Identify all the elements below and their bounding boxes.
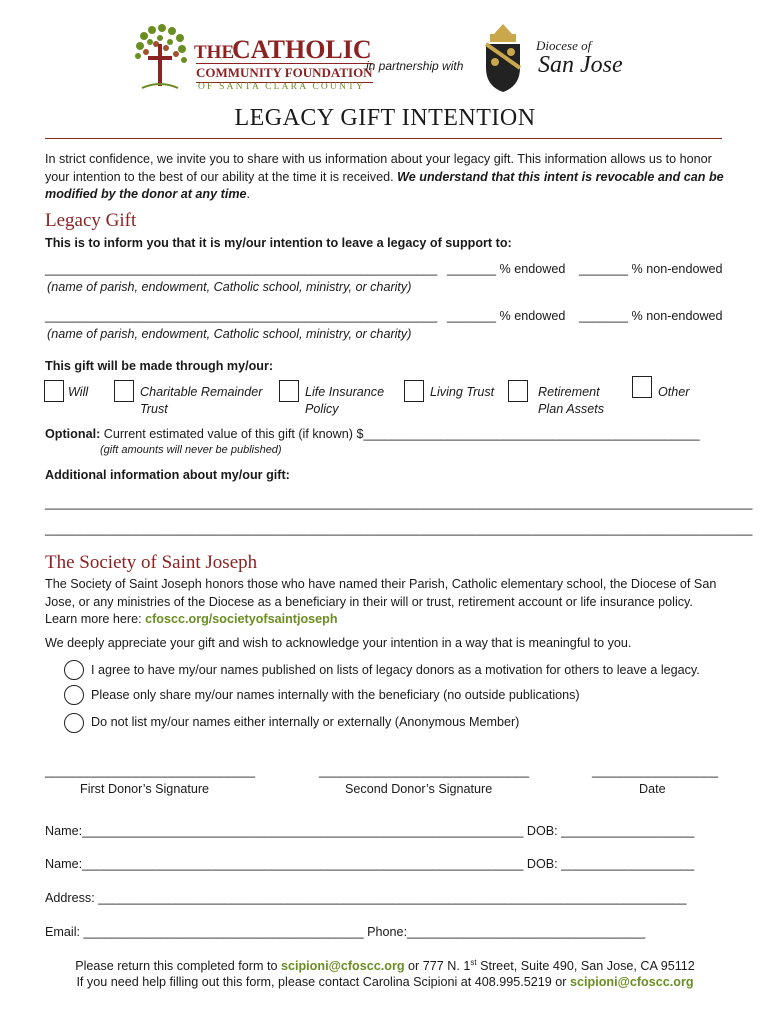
- society-text: The Society of Saint Joseph honors those who have named their Parish, Catholic elementary school, the Diocese of San Jose, or any ministries of the Diocese as a beneficiary in their will or trust, retirement account or life insurance policy. Learn more here:: [45, 577, 717, 626]
- option-retirement-label-2: Plan Assets: [538, 402, 605, 416]
- date-line[interactable]: __________________: [592, 764, 719, 778]
- footer-line-1: [0, 958, 770, 973]
- second-signature-label: Second Donor’s Signature: [345, 782, 493, 796]
- footer-text-a: Please return this completed form to: [75, 959, 281, 974]
- optional-value-row[interactable]: [45, 427, 700, 441]
- beneficiary-line-1[interactable]: ________________________________________________________: [45, 262, 438, 276]
- name-field-2[interactable]: Name:_______________________________________________________________ DOB: ___________________: [45, 857, 695, 871]
- option-charitable-label-2: Trust: [140, 402, 168, 416]
- option-will-label: Will: [68, 385, 89, 399]
- date-label: Date: [639, 782, 666, 796]
- intro-emphasis: We understand that this intent is revocable and can be modified by the donor at any time: [45, 169, 724, 201]
- optional-note: (gift amounts will never be published): [100, 444, 282, 456]
- org-line3: OF SANTA CLARA COUNTY: [198, 82, 366, 92]
- choice-publish-label: I agree to have my/our names published on lists of legacy donors as a motivation for others to leave a legacy.: [91, 663, 700, 677]
- diocese-name: San Jose: [538, 52, 623, 78]
- intro-paragraph: [45, 151, 725, 204]
- first-signature-label: First Donor’s Signature: [80, 782, 210, 796]
- ccf-logo: [130, 22, 373, 94]
- partnership-text: in partnership with: [366, 59, 464, 73]
- optional-text: Current estimated value of this gift (if known) $________________________________________________: [100, 427, 700, 441]
- address-field[interactable]: Address: ____________________________________________________________________________________: [45, 891, 687, 905]
- beneficiary-caption-2: (name of parish, endowment, Catholic school, ministry, or charity): [47, 327, 412, 341]
- legacy-heading: Legacy Gift: [45, 210, 137, 231]
- org-the: THE: [194, 42, 235, 63]
- choice-anonymous-label: Do not list my/our names either internally or externally (Anonymous Member): [91, 715, 520, 729]
- intro-text: In strict confidence, we invite you to share with us information about your legacy gift. This information allows us to honor your intention to the best of our ability at the time it is received.: [45, 152, 712, 184]
- footer-email-link-2[interactable]: scipioni@cfoscc.org: [570, 975, 694, 989]
- org-catholic: CATHOLIC: [232, 35, 372, 64]
- checkbox-will[interactable]: [44, 380, 64, 402]
- endowed-2[interactable]: _______ % endowed: [447, 309, 566, 323]
- first-signature-line[interactable]: ______________________________: [45, 764, 256, 778]
- beneficiary-caption-1: (name of parish, endowment, Catholic school, ministry, or charity): [47, 280, 412, 294]
- society-paragraph: [45, 576, 725, 629]
- society-link[interactable]: cfoscc.org/societyofsaintjoseph: [145, 612, 338, 626]
- intro-period: .: [246, 187, 251, 201]
- radio-anonymous[interactable]: [64, 713, 84, 733]
- additional-line-1[interactable]: _____________________________________________________________________________________________________: [45, 496, 753, 510]
- choice-internal-label: Please only share my/our names internally with the beneficiary (no outside publications): [91, 688, 580, 702]
- additional-label: Additional information about my/our gift:: [45, 468, 290, 482]
- diocese-of: Diocese of: [536, 38, 592, 53]
- option-life-label-2: Policy: [305, 402, 339, 416]
- appreciate-text: We deeply appreciate your gift and wish to acknowledge your intention in a way that is meaningful to you.: [45, 636, 632, 650]
- footer-text-c: Street, Suite 490, San Jose, CA 95112: [476, 959, 695, 974]
- checkbox-other[interactable]: [632, 376, 652, 398]
- second-signature-line[interactable]: ______________________________: [319, 764, 530, 778]
- footer-sup: st: [470, 958, 477, 967]
- additional-line-2[interactable]: _____________________________________________________________________________________________________: [45, 522, 753, 536]
- footer-text-b: or 777 N. 1: [404, 959, 471, 974]
- name-field-1[interactable]: Name:_______________________________________________________________ DOB: ___________________: [45, 824, 695, 838]
- beneficiary-line-2[interactable]: ________________________________________________________: [45, 309, 438, 323]
- option-retirement-label-1: Retirement: [538, 385, 600, 399]
- radio-publish[interactable]: [64, 660, 84, 680]
- society-heading: The Society of Saint Joseph: [45, 552, 258, 573]
- nonendowed-2[interactable]: _______ % non-endowed: [579, 309, 723, 323]
- checkbox-charitable-trust[interactable]: [114, 380, 134, 402]
- nonendowed-1[interactable]: _______ % non-endowed: [579, 262, 723, 276]
- diocese-crest-icon: [478, 22, 528, 94]
- org-line2: COMMUNITY FOUNDATION: [196, 63, 373, 83]
- title-divider: [45, 138, 722, 139]
- option-living-label: Living Trust: [430, 385, 495, 399]
- footer-help-text: If you need help filling out this form, please contact Carolina Scipioni at 408.995.5219 or: [76, 975, 570, 989]
- radio-internal-only[interactable]: [64, 685, 84, 705]
- page-title: LEGACY GIFT INTENTION: [234, 105, 536, 131]
- option-life-label-1: Life Insurance: [305, 385, 385, 399]
- footer-email-link[interactable]: scipioni@cfoscc.org: [280, 959, 405, 974]
- endowed-1[interactable]: _______ % endowed: [447, 262, 566, 276]
- checkbox-retirement[interactable]: [508, 380, 528, 402]
- diocese-logo: [478, 22, 623, 94]
- option-other-label: Other: [658, 385, 690, 399]
- tree-cross-logo-icon: [130, 22, 190, 92]
- optional-label: Optional:: [45, 427, 101, 441]
- checkbox-life-insurance[interactable]: [279, 380, 299, 402]
- email-phone-field[interactable]: Email: ________________________________________ Phone:__________________________________: [45, 925, 646, 939]
- checkbox-living-trust[interactable]: [404, 380, 424, 402]
- option-charitable-label-1: Charitable Remainder: [140, 385, 263, 399]
- gift-through-label: This gift will be made through my/our:: [45, 359, 274, 373]
- footer-line-2: [0, 975, 770, 989]
- legacy-subheading: This is to inform you that it is my/our intention to leave a legacy of support to:: [45, 236, 512, 250]
